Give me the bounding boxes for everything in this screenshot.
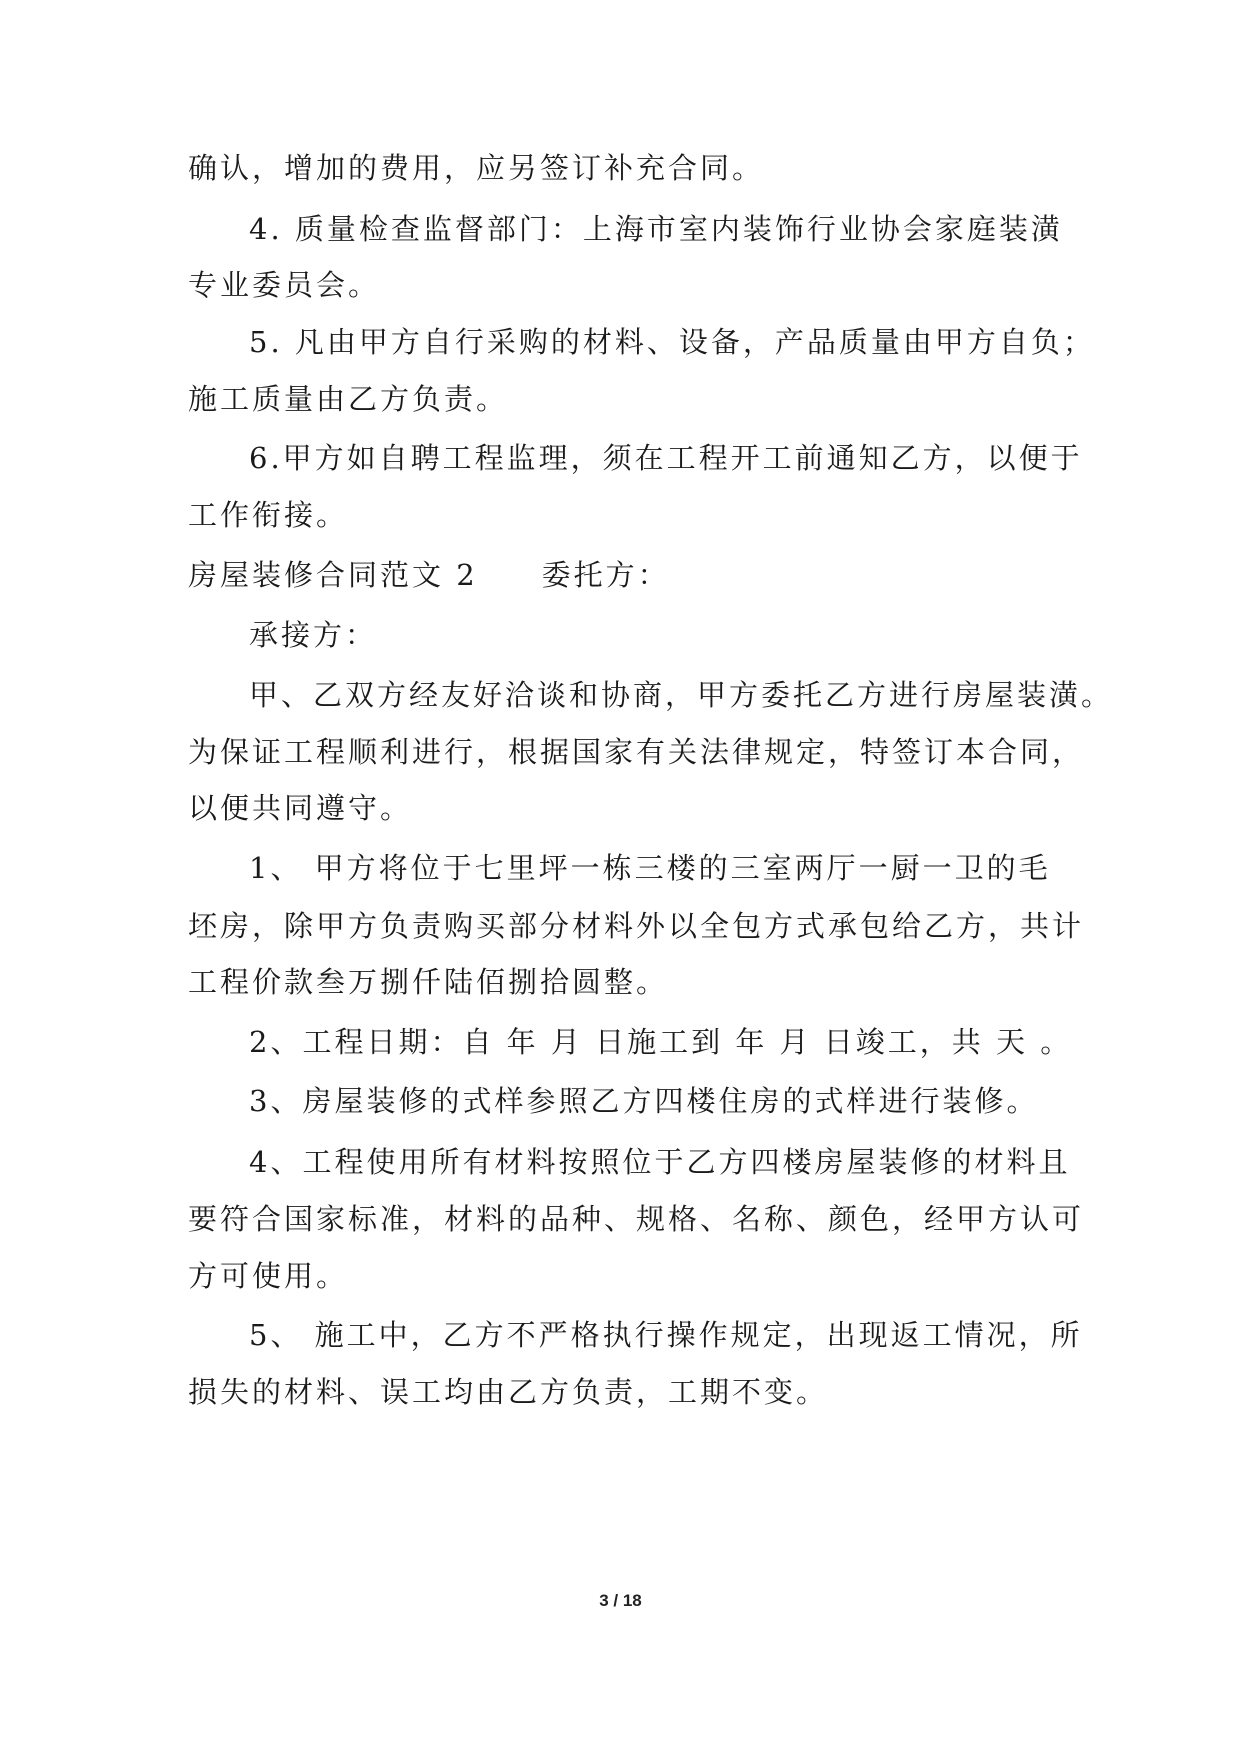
text-line: 3、房屋装修的式样参照乙方四楼住房的式样进行装修。	[249, 1084, 1039, 1118]
text-line: 5、 施工中，乙方不严格执行操作规定，出现返工情况，所	[249, 1318, 1083, 1352]
text-line: 6.甲方如自聘工程监理，须在工程开工前通知乙方，以便于	[249, 441, 1083, 475]
page-number: 3 / 18	[599, 1591, 642, 1610]
text-line: 1、 甲方将位于七里坪一栋三楼的三室两厅一厨一卫的毛	[249, 851, 1051, 885]
text-line: 4、工程使用所有材料按照位于乙方四楼房屋装修的材料且	[249, 1145, 1071, 1179]
text-line: 损失的材料、误工均由乙方负责，工期不变。	[188, 1375, 829, 1409]
text-line: 要符合国家标准，材料的品种、规格、名称、颜色，经甲方认可	[188, 1202, 1085, 1236]
text-line: 坯房，除甲方负责购买部分材料外以全包方式承包给乙方，共计	[188, 909, 1085, 943]
text-line: 工程价款叁万捌仟陆佰捌拾圆整。	[188, 965, 669, 999]
text-line: 专业委员会。	[188, 268, 381, 302]
text-line: 方可使用。	[188, 1259, 349, 1293]
text-line: 为保证工程顺利进行，根据国家有关法律规定，特签订本合同，	[188, 735, 1085, 769]
text-line: 工作衔接。	[188, 498, 349, 532]
text-line: 施工质量由乙方负责。	[188, 382, 509, 416]
text-line: 4. 质量检查监督部门：上海市室内装饰行业协会家庭装潢	[249, 212, 1063, 246]
section-heading: 房屋装修合同范文 2 委托方：	[188, 558, 670, 592]
text-line: 甲、乙双方经友好洽谈和协商，甲方委托乙方进行房屋装潢。	[249, 678, 1114, 712]
text-line: 5. 凡由甲方自行采购的材料、设备，产品质量由甲方自负；	[249, 325, 1095, 359]
text-line: 2、工程日期：自 年 月 日施工到 年 月 日竣工，共 天 。	[249, 1025, 1073, 1059]
text-line: 确认，增加的费用，应另签订补充合同。	[188, 151, 765, 185]
text-line: 以便共同遵守。	[188, 791, 413, 825]
text-line: 承接方：	[249, 618, 378, 652]
